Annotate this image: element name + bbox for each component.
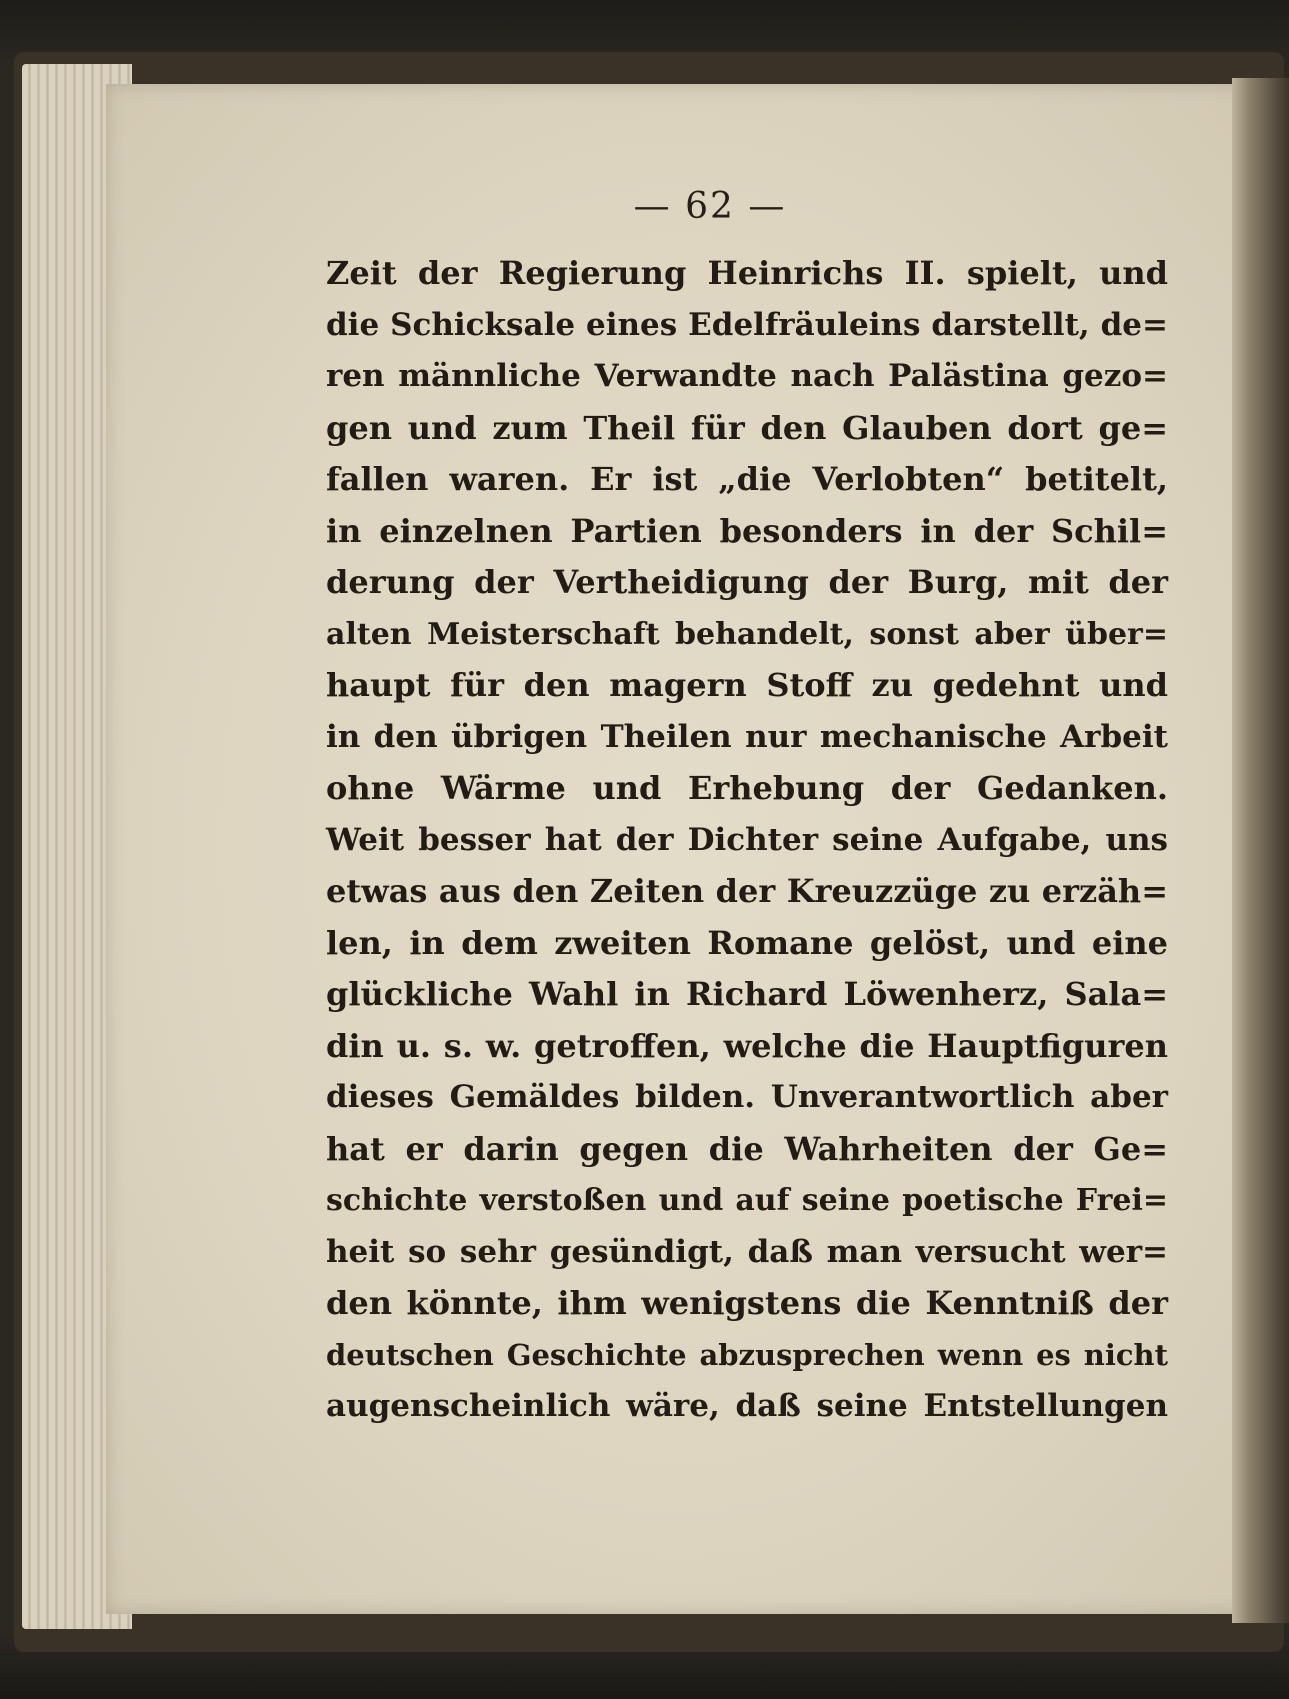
text-line: dieses Gemäldes bilden. Unverantwortlich aber <box>326 1079 1168 1115</box>
text-line: ohne Wärme und Erhebung der Gedanken. <box>326 769 1168 807</box>
text-line: in den übrigen Theilen nur mechanische Arbeit <box>326 718 1168 755</box>
text-line: deutschen Geschichte abzusprechen wenn es nicht <box>326 1337 1168 1372</box>
text-line: hat er darin gegen die Wahrheiten der Ge= <box>326 1129 1168 1168</box>
text-line: den könnte, ihm wenigstens die Kenntniß der <box>326 1284 1168 1322</box>
text-line: schichte verstoßen und auf seine poetische Frei= <box>326 1183 1168 1218</box>
text-line: Weit besser hat der Dichter seine Aufgabe, uns <box>326 821 1168 858</box>
text-line: alten Meisterschaft behandelt, sonst aber über= <box>326 616 1168 652</box>
text-line: glückliche Wahl in Richard Löwenherz, Sala= <box>326 975 1168 1013</box>
text-line: len, in dem zweiten Romane gelöst, und eine <box>326 923 1168 962</box>
book-gutter <box>1232 78 1289 1623</box>
body-text <box>326 248 1168 1433</box>
text-line: heit so sehr gesündigt, daß man versucht wer= <box>326 1233 1168 1270</box>
text-line: fallen waren. Er ist „die Verlobten“ betitelt, <box>326 460 1168 498</box>
text-line: gen und zum Theil für den Glauben dort ge= <box>326 408 1168 447</box>
text-line: Zeit der Regierung Heinrichs II. spielt, und <box>326 254 1168 292</box>
text-line: augenscheinlich wäre, daß seine Entstellungen <box>326 1388 1168 1424</box>
text-line: etwas aus den Zeiten der Kreuzzüge zu erzäh= <box>326 872 1168 910</box>
text-line: die Schicksale eines Edelfräuleins darstellt, de= <box>326 306 1168 343</box>
page-number: — 62 — <box>633 186 787 227</box>
text-line: ren männliche Verwandte nach Palästina gezo= <box>326 358 1168 394</box>
text-line: derung der Vertheidigung der Burg, mit der <box>326 563 1168 601</box>
text-line: haupt für den magern Stoff zu gedehnt und <box>326 666 1168 704</box>
text-line: din u. s. w. getroffen, welche die Hauptfiguren <box>326 1026 1168 1065</box>
text-line: in einzelnen Partien besonders in der Schil= <box>326 511 1168 550</box>
